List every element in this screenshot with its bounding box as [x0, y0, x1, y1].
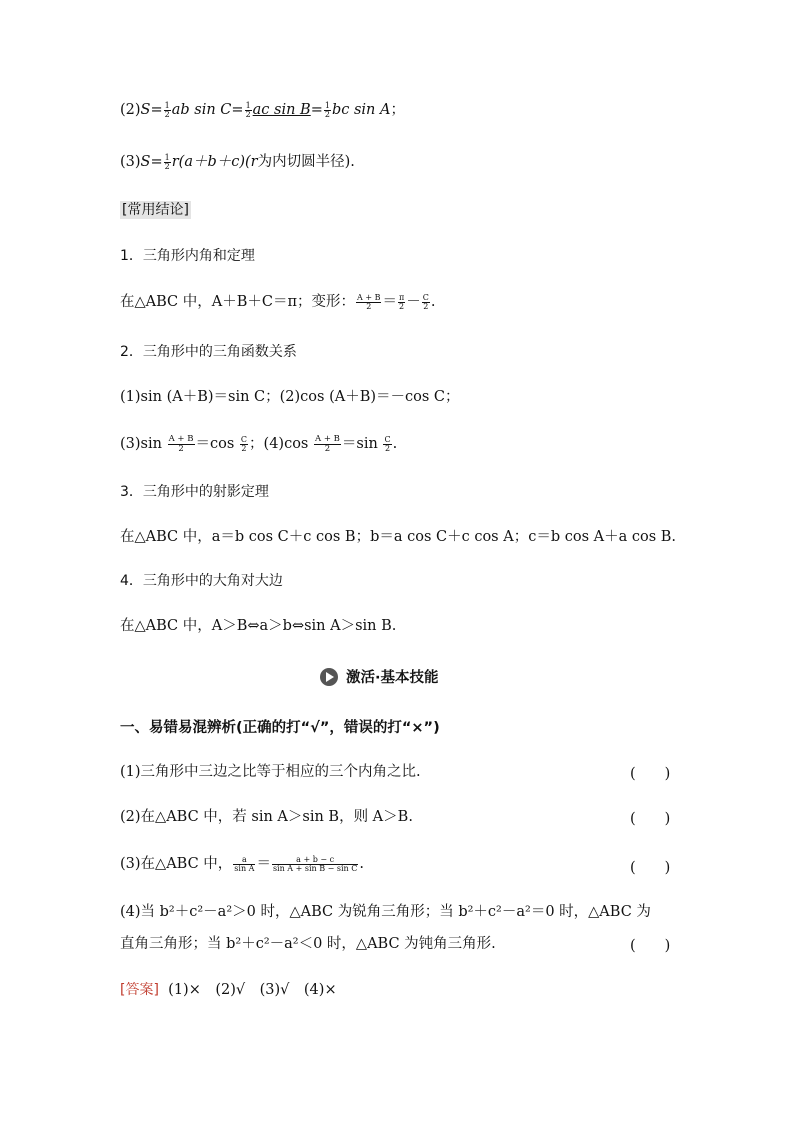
answer-blank-1: ( ) — [630, 766, 671, 782]
heading-1: 1．三角形内角和定理 — [120, 248, 255, 264]
part1-title: 一、易错易混辨析(正确的打“√”，错误的打“×”) — [120, 720, 440, 736]
answer-text: (1)× (2)√ (3)√ (4)× — [168, 982, 337, 998]
common-conclusions-tag: [常用结论] — [122, 202, 189, 218]
projection-theorem-line: 在△ABC 中，a＝b cos C＋c cos B；b＝a cos C＋c cos A；c＝b cos A＋a cos B. — [120, 529, 677, 545]
angle-sum-line: 在△ABC 中，A＋B＋C＝π；变形： $\frac{A + B}{2}$ ＝ $\frac{\pi}{2}$ － $\frac{C}{2}$ . — [120, 292, 436, 311]
section-header — [320, 666, 439, 687]
question-4-line-2: 直角三角形；当 b²＋c²－a²＜0 时，△ABC 为钝角三角形. — [120, 936, 496, 952]
area-formula-3: (3)S= $\frac{1}{2}$ r(a＋b＋c)(r为内切圆半径). — [120, 152, 355, 171]
answer-blank-3: ( ) — [630, 860, 671, 876]
larger-angle-line: 在△ABC 中，A＞B⇔a＞b⇔sin A＞sin B. — [120, 618, 397, 634]
answer-blank-4: ( ) — [630, 938, 671, 954]
heading-4: 4．三角形中的大角对大边 — [120, 573, 283, 589]
trig-relation-line-1: (1)sin (A＋B)＝sin C；(2)cos (A＋B)＝－cos C； — [120, 389, 460, 405]
answer-line — [120, 980, 337, 1000]
heading-2: 2．三角形中的三角函数关系 — [120, 344, 297, 360]
trig-relation-line-2: (3)sin $\frac{A + B}{2}$ ＝cos $\frac{C}{2}$ ；(4)cos $\frac{A + B}{2}$ ＝sin $\frac{C}{2}$ . — [120, 434, 398, 454]
question-3: (3)在△ABC 中， $\frac{a}{\text{sin A}}$ ＝ $\frac{a + b - c}{\text{sin A + sin B − sin C}}$ . — [120, 854, 364, 873]
area-formula-2: (2)S= $\frac{1}{2}$ ab sin C= $\frac{1}{2}$ ac sin B= $\frac{1}{2}$ bc sin A； — [120, 100, 405, 119]
question-4-line-1: (4)当 b²＋c²－a²＞0 时，△ABC 为锐角三角形；当 b²＋c²－a²＝0 时，△ABC 为 — [120, 904, 651, 920]
play-icon — [320, 668, 338, 686]
question-2: (2)在△ABC 中，若 sin A＞sin B，则 A＞B. — [120, 809, 413, 825]
heading-3: 3．三角形中的射影定理 — [120, 484, 269, 500]
answer-blank-2: ( ) — [630, 811, 671, 827]
answer-tag: [答案] — [120, 982, 159, 998]
section-title: 激活·基本技能 — [346, 670, 439, 686]
question-1: (1)三角形中三边之比等于相应的三个内角之比. — [120, 764, 421, 780]
